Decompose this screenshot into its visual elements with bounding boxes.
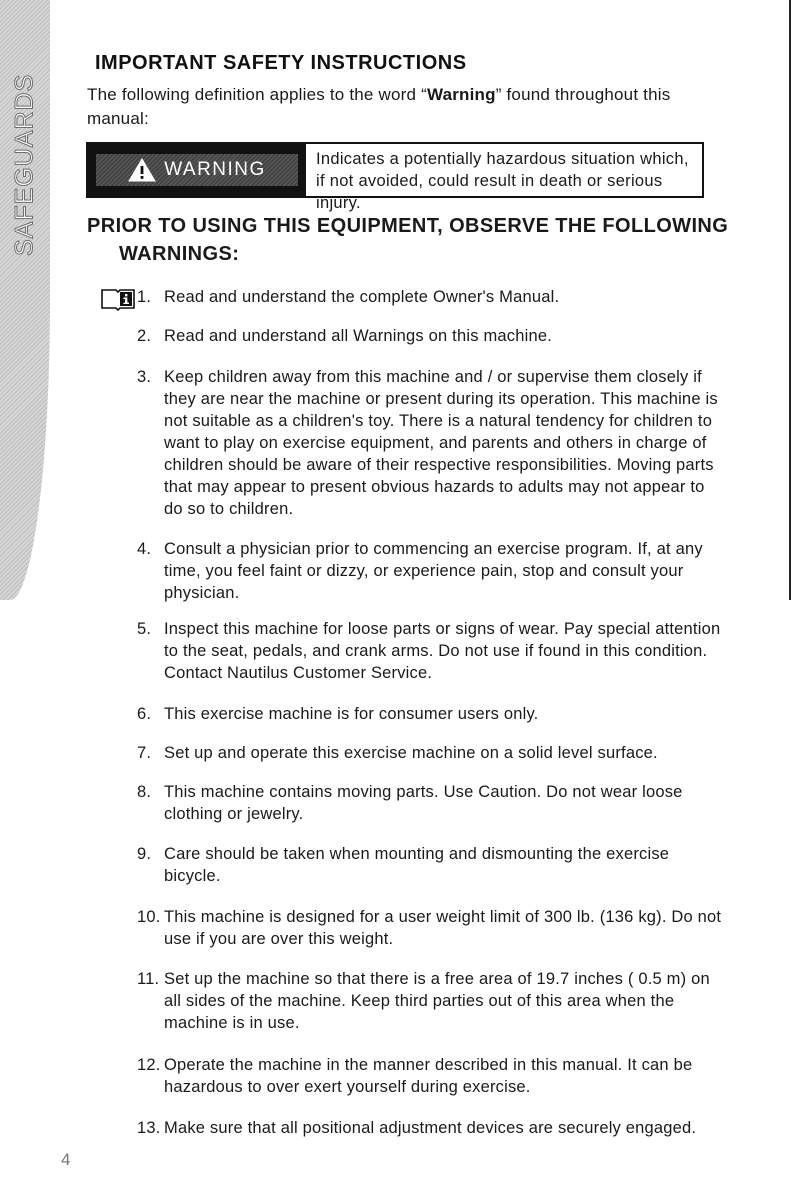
list-item-text: Read and understand all Warnings on this machine.: [164, 327, 552, 345]
list-item-number: 4.: [137, 540, 152, 558]
section-tab-label: SAFEGUARDS: [10, 73, 39, 257]
list-item: [137, 1054, 727, 1098]
list-item-number: 6.: [137, 705, 152, 723]
list-item: [137, 366, 727, 520]
page-title: IMPORTANT SAFETY INSTRUCTIONS: [95, 52, 467, 74]
list-item: [137, 968, 727, 1034]
list-item: [137, 618, 727, 684]
warning-word: WARNING: [164, 159, 266, 180]
list-item-number: 12.: [137, 1056, 161, 1074]
list-item-number: 13.: [137, 1119, 161, 1137]
section-tab: [0, 0, 50, 600]
list-item: [137, 742, 727, 764]
page-number: 4: [61, 1150, 71, 1169]
list-item-text: Set up and operate this exercise machine on a solid level surface.: [164, 744, 658, 762]
list-item-text: Read and understand the complete Owner's Manual.: [164, 288, 560, 306]
list-item-text: Care should be taken when mounting and dismounting the exercise bicycle.: [164, 845, 670, 885]
list-item: [137, 538, 727, 604]
list-item-number: 1.: [137, 288, 152, 306]
list-item: [137, 906, 727, 950]
list-item-number: 9.: [137, 845, 152, 863]
list-item: [137, 286, 727, 308]
list-item-text: Consult a physician prior to commencing an exercise program. If, at any time, you feel faint or dizzy, or experience pain, stop and consult your physician.: [164, 540, 703, 602]
list-item-text: This machine contains moving parts. Use Caution. Do not wear loose clothing or jewelry.: [164, 783, 683, 823]
list-item-number: 2.: [137, 327, 152, 345]
list-item: [137, 703, 727, 725]
list-item-number: 7.: [137, 744, 152, 762]
intro-bold-word: Warning: [426, 85, 496, 104]
right-edge-rule: [789, 0, 791, 600]
intro-text-before: The following definition applies to the word “: [87, 85, 427, 104]
list-item-number: 5.: [137, 620, 152, 638]
list-item: [137, 1117, 727, 1139]
list-item-number: 8.: [137, 783, 152, 801]
section-heading-line1: PRIOR TO USING THIS EQUIPMENT, OBSERVE THE FOLLOWING: [87, 215, 729, 237]
list-item-text: This machine is designed for a user weight limit of 300 lb. (136 kg). Do not use if you are over this weight.: [164, 908, 722, 948]
list-item-text: Operate the machine in the manner described in this manual. It can be hazardous to over exert yourself during exercise.: [164, 1056, 693, 1096]
section-heading: [87, 212, 747, 268]
list-item-text: Set up the machine so that there is a free area of 19.7 inches ( 0.5 m) on all sides of the machine. Keep third parties out of this area when the machine is in use.: [164, 970, 710, 1032]
list-item-text: Make sure that all positional adjustment devices are securely engaged.: [164, 1119, 697, 1137]
intro-text-after: ” found throughout this manual:: [87, 85, 671, 128]
read-manual-icon: [100, 287, 136, 311]
list-item: [137, 781, 727, 825]
list-item-text: Inspect this machine for loose parts or signs of wear. Pay special attention to the seat, pedals, and crank arms. Do not use if found in this condition. Contact Nautilus Customer Service.: [164, 620, 721, 682]
list-item-text: This exercise machine is for consumer users only.: [164, 705, 539, 723]
intro-paragraph: [87, 83, 687, 131]
list-item-number: 3.: [137, 368, 152, 386]
warning-definition-text: Indicates a potentially hazardous situation which, if not avoided, could result in death or serious injury.: [304, 144, 702, 196]
warning-label: [88, 144, 304, 196]
warning-definition-box: [86, 142, 704, 212]
list-item: [137, 325, 727, 347]
list-item-number: 11.: [137, 970, 160, 988]
warning-triangle-icon: [128, 158, 156, 182]
section-heading-line2: WARNINGS:: [119, 243, 240, 265]
list-item-number: 10.: [137, 908, 161, 926]
list-item: [137, 843, 727, 887]
list-item-text: Keep children away from this machine and / or supervise them closely if they are near the machine or present during its operation. This machine is not suitable as a children's toy. There is a natural tendency for children to want to play on exercise equipment, and parents and others in charge of children should be aware of their respective responsibilities. Moving parts that may appear to present obvious hazards to adults may not appear to do so to children.: [164, 368, 718, 518]
